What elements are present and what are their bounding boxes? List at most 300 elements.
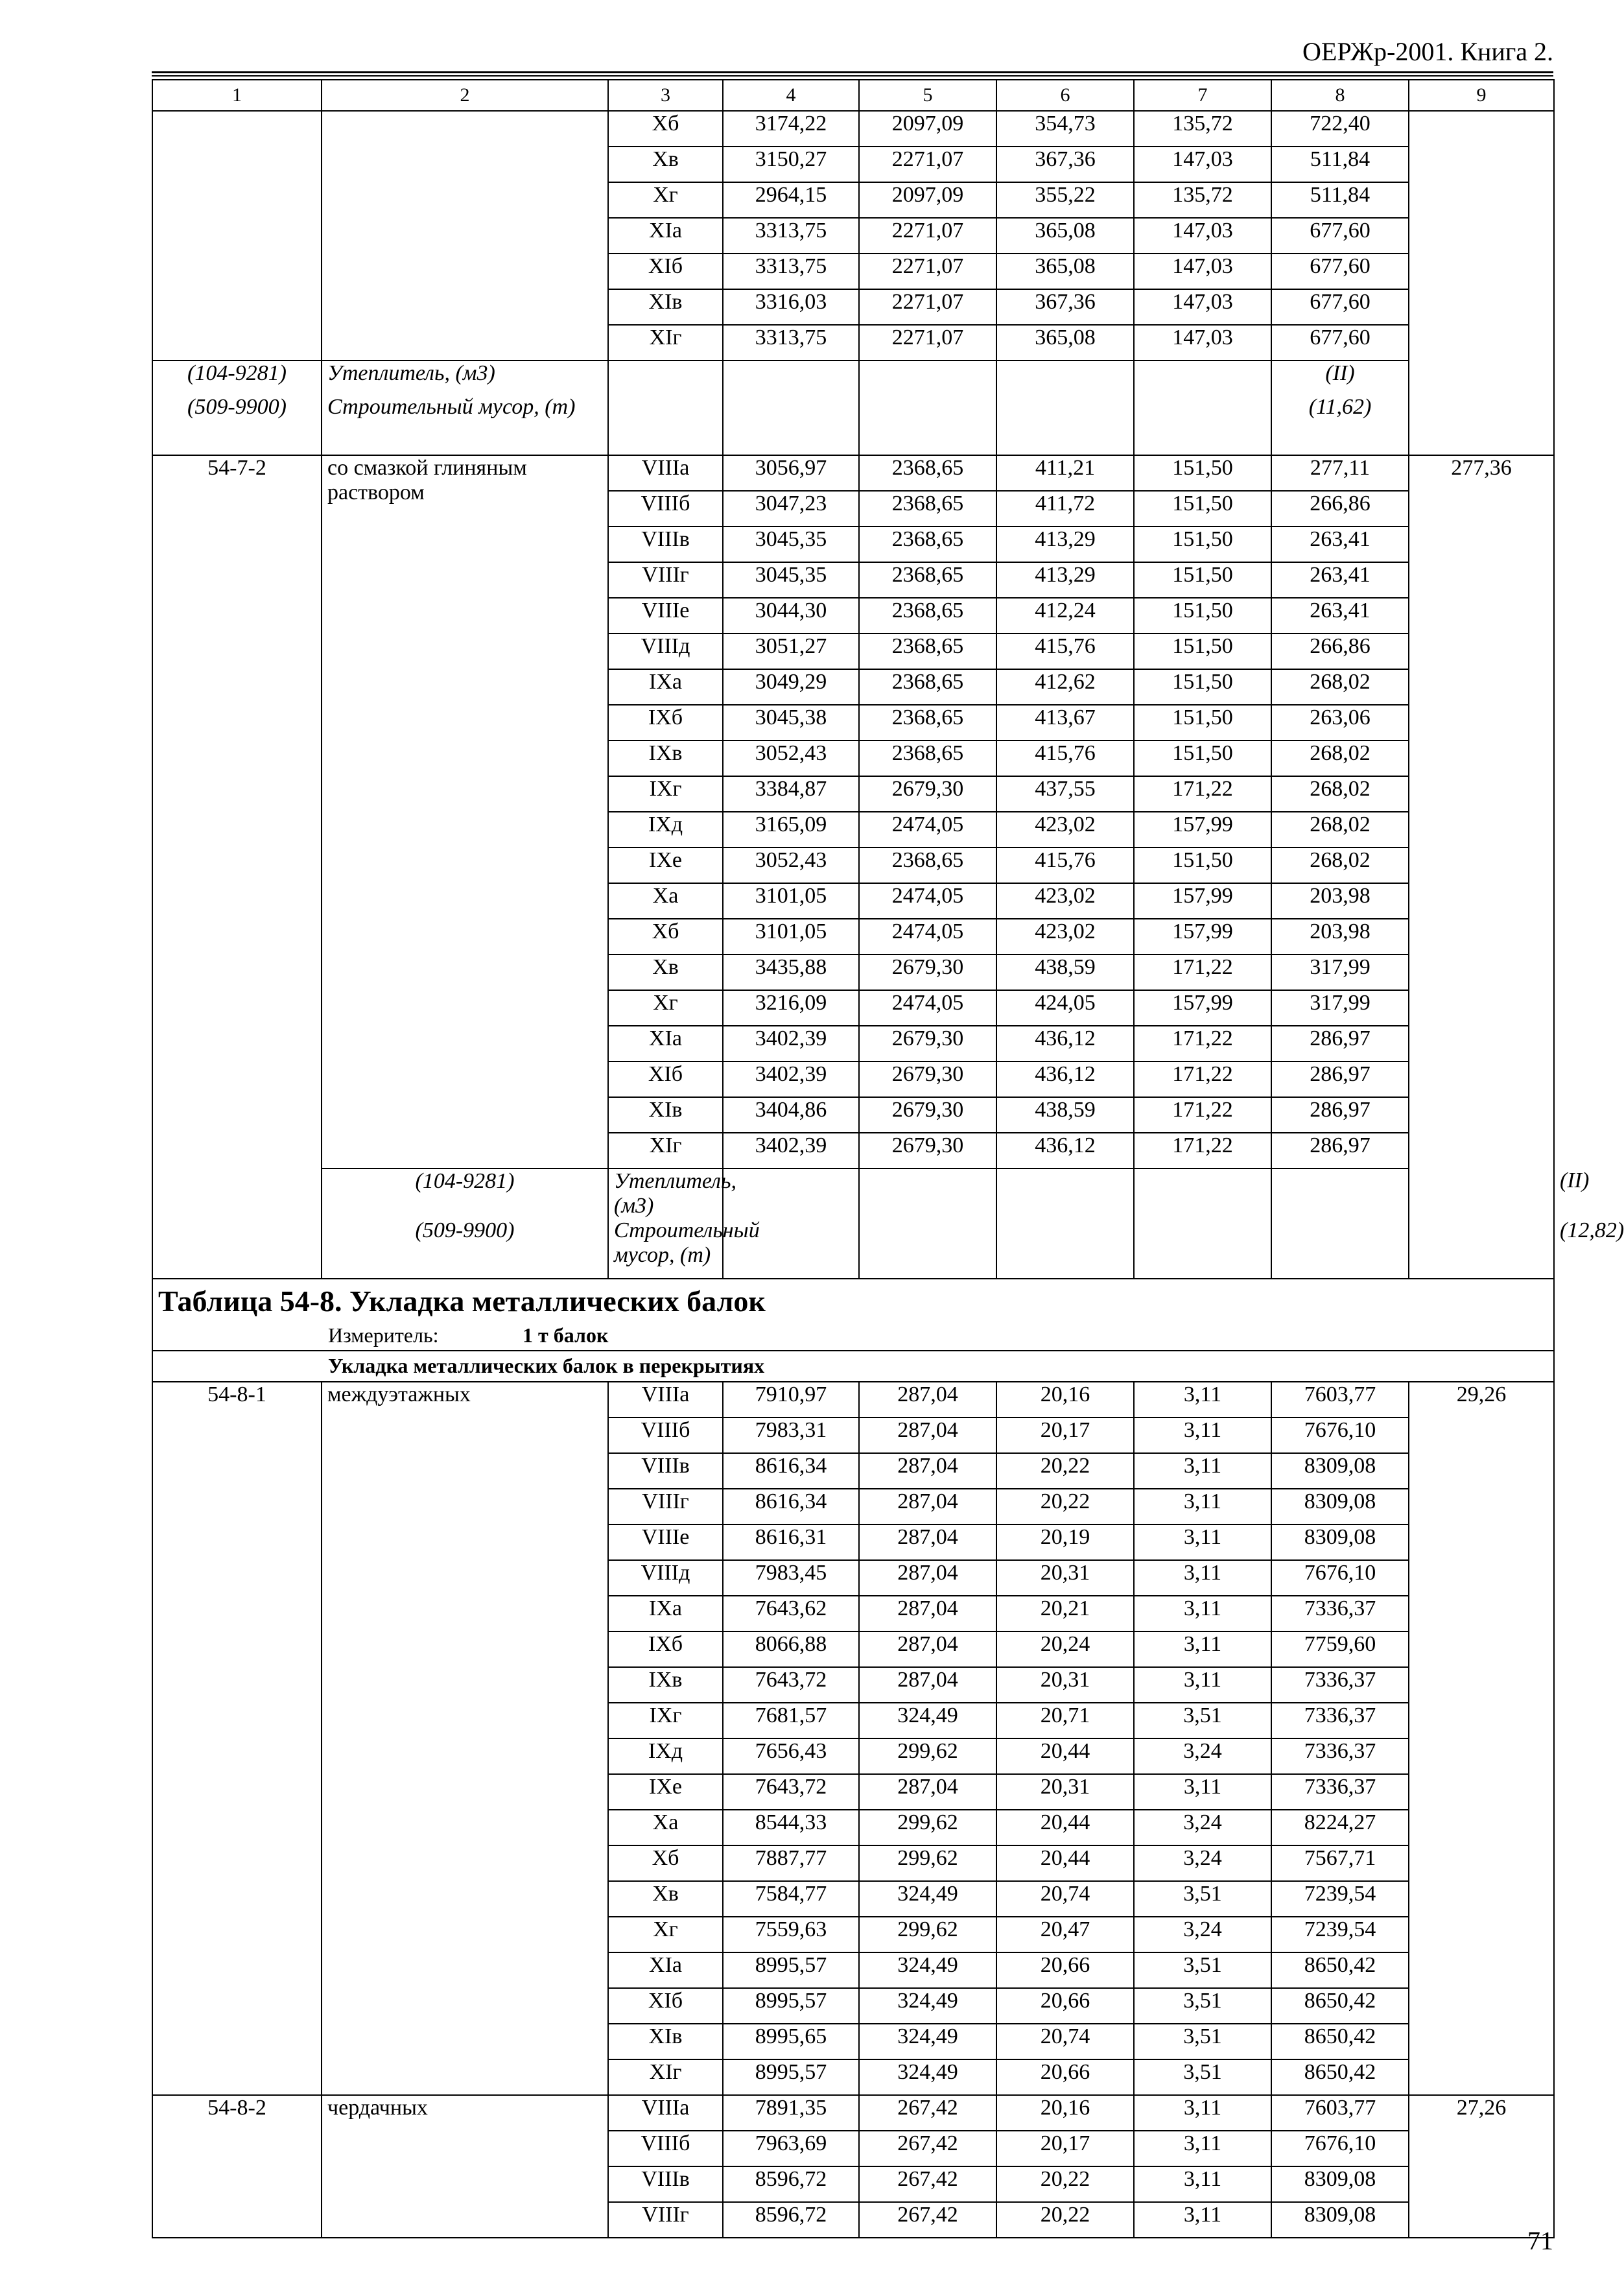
resource-row: (509-9900) Строительный мусор, (т) (12,82) <box>152 1218 1554 1279</box>
subsection-row <box>152 1351 1554 1382</box>
machinist-wages: 147,03 <box>1134 147 1271 182</box>
resource-value: (11,62) <box>1271 395 1409 455</box>
empty-cell <box>996 1218 1134 1279</box>
machinist-wages: 147,03 <box>1134 325 1271 361</box>
machine-cost: 20,47 <box>996 1917 1134 1952</box>
zone-code: IXa <box>608 669 723 705</box>
machine-cost: 365,08 <box>996 254 1134 289</box>
machine-cost: 412,62 <box>996 669 1134 705</box>
machinist-wages: 3,11 <box>1134 1631 1271 1667</box>
empty-cell <box>996 395 1134 455</box>
materials-cost: 8309,08 <box>1271 1524 1409 1560</box>
empty-cell <box>1134 1168 1271 1218</box>
machine-cost: 413,29 <box>996 527 1134 562</box>
materials-cost: 7336,37 <box>1271 1738 1409 1774</box>
page-number: 71 <box>1527 2226 1553 2255</box>
empty-cell <box>859 1168 996 1218</box>
header-rule-thin <box>152 75 1553 77</box>
machinist-wages: 135,72 <box>1134 111 1271 147</box>
zone-code: XIг <box>608 1133 723 1168</box>
machine-cost: 412,24 <box>996 598 1134 634</box>
machinist-wages: 147,03 <box>1134 218 1271 254</box>
wages: 299,62 <box>859 1810 996 1845</box>
machinist-wages: 171,22 <box>1134 1133 1271 1168</box>
total-cost: 8616,31 <box>723 1524 859 1560</box>
zone-code: XIa <box>608 1952 723 1988</box>
machinist-wages: 157,99 <box>1134 990 1271 1026</box>
machine-cost: 20,22 <box>996 2166 1134 2202</box>
wages: 287,04 <box>859 1596 996 1631</box>
machinist-wages: 147,03 <box>1134 289 1271 325</box>
wages: 2271,07 <box>859 289 996 325</box>
total-cost: 3047,23 <box>723 491 859 527</box>
zone-code: VIIIб <box>608 491 723 527</box>
total-cost: 3384,87 <box>723 776 859 812</box>
empty-cell <box>723 1168 859 1218</box>
materials-cost: 7336,37 <box>1271 1703 1409 1738</box>
wages: 2271,07 <box>859 147 996 182</box>
column-number: 1 <box>152 80 322 111</box>
total-cost: 7643,62 <box>723 1596 859 1631</box>
resource-code: (104-9281) <box>322 1168 608 1218</box>
machine-cost: 20,17 <box>996 2131 1134 2166</box>
column-number: 3 <box>608 80 723 111</box>
labor-hours: 277,36 <box>1409 455 1554 1279</box>
materials-cost: 677,60 <box>1271 289 1409 325</box>
materials-cost: 8650,42 <box>1271 1988 1409 2024</box>
total-cost: 8995,57 <box>723 1952 859 1988</box>
total-cost: 7584,77 <box>723 1881 859 1917</box>
machinist-wages: 3,51 <box>1134 1703 1271 1738</box>
total-cost: 7983,45 <box>723 1560 859 1596</box>
materials-cost: 7676,10 <box>1271 1560 1409 1596</box>
total-cost: 7887,77 <box>723 1845 859 1881</box>
wages: 299,62 <box>859 1917 996 1952</box>
wages: 267,42 <box>859 2131 996 2166</box>
materials-cost: 8224,27 <box>1271 1810 1409 1845</box>
total-cost: 3313,75 <box>723 218 859 254</box>
resource-name: Строительный мусор, (т) <box>322 395 608 455</box>
machine-cost: 424,05 <box>996 990 1134 1026</box>
wages: 299,62 <box>859 1738 996 1774</box>
materials-cost: 277,11 <box>1271 455 1409 491</box>
materials-cost: 286,97 <box>1271 1133 1409 1168</box>
zone-code: VIIIб <box>608 2131 723 2166</box>
total-cost: 3045,35 <box>723 527 859 562</box>
zone-code: Xг <box>608 990 723 1026</box>
machinist-wages: 3,11 <box>1134 2095 1271 2131</box>
table-row <box>152 111 1554 147</box>
empty-cell <box>1271 1168 1409 1218</box>
header-rule <box>152 71 1553 73</box>
total-cost: 8995,57 <box>723 1988 859 2024</box>
machinist-wages: 151,50 <box>1134 848 1271 883</box>
empty-cell <box>996 361 1134 395</box>
machinist-wages: 3,11 <box>1134 1453 1271 1489</box>
machinist-wages: 3,11 <box>1134 1489 1271 1524</box>
empty-cell <box>859 1218 996 1279</box>
machine-cost: 20,22 <box>996 2202 1134 2238</box>
section-header-cell <box>152 1279 1554 1351</box>
total-cost: 3316,03 <box>723 289 859 325</box>
machine-cost: 423,02 <box>996 919 1134 954</box>
column-number-row <box>152 80 1554 111</box>
zone-code: Xб <box>608 919 723 954</box>
column-number: 7 <box>1134 80 1271 111</box>
machine-cost: 438,59 <box>996 954 1134 990</box>
machine-cost: 20,44 <box>996 1845 1134 1881</box>
wages: 2097,09 <box>859 111 996 147</box>
machine-cost: 20,17 <box>996 1417 1134 1453</box>
empty-cell <box>1134 395 1271 455</box>
wages: 287,04 <box>859 1382 996 1417</box>
total-cost: 3101,05 <box>723 919 859 954</box>
total-cost: 8995,65 <box>723 2024 859 2059</box>
total-cost: 7656,43 <box>723 1738 859 1774</box>
machinist-wages: 151,50 <box>1134 455 1271 491</box>
machinist-wages: 3,11 <box>1134 1667 1271 1703</box>
materials-cost: 268,02 <box>1271 848 1409 883</box>
machine-cost: 20,71 <box>996 1703 1134 1738</box>
empty-cell <box>859 361 996 395</box>
zone-code: VIIIa <box>608 2095 723 2131</box>
zone-code: Xв <box>608 147 723 182</box>
total-cost: 3049,29 <box>723 669 859 705</box>
materials-cost: 511,84 <box>1271 182 1409 218</box>
total-cost: 3052,43 <box>723 848 859 883</box>
wages: 2368,65 <box>859 562 996 598</box>
wages: 287,04 <box>859 1560 996 1596</box>
empty-cell <box>1134 361 1271 395</box>
labor-hours: 29,26 <box>1409 1382 1554 2095</box>
materials-cost: 8309,08 <box>1271 1489 1409 1524</box>
materials-cost: 7603,77 <box>1271 2095 1409 2131</box>
zone-code: XIa <box>608 218 723 254</box>
total-cost: 3313,75 <box>723 254 859 289</box>
total-cost: 7681,57 <box>723 1703 859 1738</box>
total-cost: 8616,34 <box>723 1489 859 1524</box>
materials-cost: 722,40 <box>1271 111 1409 147</box>
machinist-wages: 171,22 <box>1134 776 1271 812</box>
column-number: 5 <box>859 80 996 111</box>
machine-cost: 20,16 <box>996 1382 1134 1417</box>
materials-cost: 7567,71 <box>1271 1845 1409 1881</box>
zone-code: VIIIв <box>608 2166 723 2202</box>
table-row <box>152 2095 1554 2131</box>
materials-cost: 203,98 <box>1271 883 1409 919</box>
materials-cost: 7239,54 <box>1271 1917 1409 1952</box>
materials-cost: 7336,37 <box>1271 1667 1409 1703</box>
total-cost: 3044,30 <box>723 598 859 634</box>
zone-code: XIб <box>608 254 723 289</box>
wages: 267,42 <box>859 2095 996 2131</box>
empty-cell <box>608 361 723 395</box>
column-number: 8 <box>1271 80 1409 111</box>
total-cost: 3052,43 <box>723 741 859 776</box>
rate-code: 54-7-2 <box>152 455 322 1279</box>
machinist-wages: 3,51 <box>1134 2024 1271 2059</box>
zone-code: Xб <box>608 1845 723 1881</box>
zone-code: IXa <box>608 1596 723 1631</box>
total-cost: 8066,88 <box>723 1631 859 1667</box>
zone-code: XIг <box>608 325 723 361</box>
materials-cost: 7603,77 <box>1271 1382 1409 1417</box>
machine-cost: 20,44 <box>996 1810 1134 1845</box>
machinist-wages: 3,24 <box>1134 1810 1271 1845</box>
zone-code: IXe <box>608 1774 723 1810</box>
wages: 324,49 <box>859 1988 996 2024</box>
zone-code: VIIIa <box>608 455 723 491</box>
machine-cost: 20,74 <box>996 1881 1134 1917</box>
total-cost: 3174,22 <box>723 111 859 147</box>
machinist-wages: 3,11 <box>1134 1417 1271 1453</box>
machine-cost: 423,02 <box>996 812 1134 848</box>
work-description: чердачных <box>322 2095 608 2238</box>
wages: 2368,65 <box>859 634 996 669</box>
rate-code: 54-8-1 <box>152 1382 322 2095</box>
machine-cost: 438,59 <box>996 1097 1134 1133</box>
table-section-header <box>152 1279 1554 1351</box>
machinist-wages: 3,24 <box>1134 1845 1271 1881</box>
work-description <box>322 111 608 361</box>
zone-code: VIIIe <box>608 598 723 634</box>
wages: 324,49 <box>859 2059 996 2095</box>
machinist-wages: 171,22 <box>1134 954 1271 990</box>
measure-unit: 1 т балок <box>523 1323 609 1347</box>
column-number: 4 <box>723 80 859 111</box>
zone-code: VIIIв <box>608 527 723 562</box>
machinist-wages: 151,50 <box>1134 634 1271 669</box>
zone-code: VIIIг <box>608 562 723 598</box>
materials-cost: 286,97 <box>1271 1097 1409 1133</box>
total-cost: 8596,72 <box>723 2166 859 2202</box>
total-cost: 3402,39 <box>723 1133 859 1168</box>
column-number: 9 <box>1409 80 1554 111</box>
machinist-wages: 151,50 <box>1134 527 1271 562</box>
machine-cost: 415,76 <box>996 634 1134 669</box>
table-title: Таблица 54-8. Укладка металлических балок <box>158 1285 766 1318</box>
machine-cost: 436,12 <box>996 1061 1134 1097</box>
wages: 267,42 <box>859 2202 996 2238</box>
wages: 2474,05 <box>859 812 996 848</box>
materials-cost: 7676,10 <box>1271 1417 1409 1453</box>
measure-label: Измеритель: <box>328 1323 439 1347</box>
total-cost: 7963,69 <box>723 2131 859 2166</box>
machine-cost: 20,21 <box>996 1596 1134 1631</box>
materials-cost: 511,84 <box>1271 147 1409 182</box>
total-cost: 8995,57 <box>723 2059 859 2095</box>
wages: 324,49 <box>859 1703 996 1738</box>
rates-table <box>152 79 1624 2238</box>
machinist-wages: 3,11 <box>1134 2166 1271 2202</box>
zone-code: VIIIa <box>608 1382 723 1417</box>
machine-cost: 411,21 <box>996 455 1134 491</box>
total-cost: 3101,05 <box>723 883 859 919</box>
wages: 324,49 <box>859 2024 996 2059</box>
machinist-wages: 3,11 <box>1134 1382 1271 1417</box>
machine-cost: 355,22 <box>996 182 1134 218</box>
materials-cost: 7676,10 <box>1271 2131 1409 2166</box>
total-cost: 7643,72 <box>723 1774 859 1810</box>
zone-code: Xг <box>608 182 723 218</box>
total-cost: 2964,15 <box>723 182 859 218</box>
zone-code: XIв <box>608 2024 723 2059</box>
resource-name: Утеплитель, (м3) <box>322 361 608 395</box>
machine-cost: 367,36 <box>996 289 1134 325</box>
materials-cost: 7336,37 <box>1271 1596 1409 1631</box>
machine-cost: 20,74 <box>996 2024 1134 2059</box>
total-cost: 7559,63 <box>723 1917 859 1952</box>
zone-code: IXд <box>608 1738 723 1774</box>
materials-cost: 266,86 <box>1271 491 1409 527</box>
machinist-wages: 157,99 <box>1134 812 1271 848</box>
materials-cost: 8650,42 <box>1271 2024 1409 2059</box>
materials-cost: 8650,42 <box>1271 2059 1409 2095</box>
total-cost: 3051,27 <box>723 634 859 669</box>
materials-cost: 317,99 <box>1271 990 1409 1026</box>
wages: 287,04 <box>859 1453 996 1489</box>
zone-code: IXв <box>608 1667 723 1703</box>
wages: 2368,65 <box>859 598 996 634</box>
zone-code: Xг <box>608 1917 723 1952</box>
zone-code: Xa <box>608 883 723 919</box>
wages: 2368,65 <box>859 527 996 562</box>
empty-cell <box>1134 1218 1271 1279</box>
machine-cost: 437,55 <box>996 776 1134 812</box>
materials-cost: 7336,37 <box>1271 1774 1409 1810</box>
zone-code: IXд <box>608 812 723 848</box>
machine-cost: 20,16 <box>996 2095 1134 2131</box>
resource-name: Строительный мусор, (т) <box>608 1218 723 1279</box>
rate-code <box>152 111 322 361</box>
zone-code: XIг <box>608 2059 723 2095</box>
machinist-wages: 151,50 <box>1134 562 1271 598</box>
machinist-wages: 3,11 <box>1134 1774 1271 1810</box>
machinist-wages: 157,99 <box>1134 919 1271 954</box>
materials-cost: 263,06 <box>1271 705 1409 741</box>
machine-cost: 20,66 <box>996 2059 1134 2095</box>
machine-cost: 423,02 <box>996 883 1134 919</box>
zone-code: Xa <box>608 1810 723 1845</box>
resource-value: (II) <box>1271 361 1409 395</box>
measure-line <box>158 1324 1548 1347</box>
zone-code: IXe <box>608 848 723 883</box>
table-row <box>152 455 1554 491</box>
zone-code: VIIIe <box>608 1524 723 1560</box>
total-cost: 8616,34 <box>723 1453 859 1489</box>
wages: 287,04 <box>859 1524 996 1560</box>
wages: 2474,05 <box>859 919 996 954</box>
wages: 2368,65 <box>859 491 996 527</box>
machinist-wages: 3,11 <box>1134 1596 1271 1631</box>
machine-cost: 436,12 <box>996 1026 1134 1061</box>
wages: 2474,05 <box>859 883 996 919</box>
zone-code: IXг <box>608 776 723 812</box>
wages: 2368,65 <box>859 705 996 741</box>
machine-cost: 415,76 <box>996 741 1134 776</box>
wages: 2368,65 <box>859 455 996 491</box>
machinist-wages: 3,11 <box>1134 1560 1271 1596</box>
resource-name: Утеплитель, (м3) <box>608 1168 723 1218</box>
materials-cost: 268,02 <box>1271 741 1409 776</box>
wages: 2679,30 <box>859 1061 996 1097</box>
machinist-wages: 3,24 <box>1134 1917 1271 1952</box>
wages: 267,42 <box>859 2166 996 2202</box>
total-cost: 7910,97 <box>723 1382 859 1417</box>
machinist-wages: 147,03 <box>1134 254 1271 289</box>
machinist-wages: 151,50 <box>1134 705 1271 741</box>
machine-cost: 20,31 <box>996 1774 1134 1810</box>
machine-cost: 411,72 <box>996 491 1134 527</box>
wages: 2271,07 <box>859 218 996 254</box>
wages: 324,49 <box>859 1881 996 1917</box>
machine-cost: 365,08 <box>996 325 1134 361</box>
wages: 287,04 <box>859 1774 996 1810</box>
machine-cost: 413,67 <box>996 705 1134 741</box>
machinist-wages: 135,72 <box>1134 182 1271 218</box>
materials-cost: 677,60 <box>1271 325 1409 361</box>
materials-cost: 268,02 <box>1271 812 1409 848</box>
zone-code: IXб <box>608 705 723 741</box>
machinist-wages: 3,11 <box>1134 2202 1271 2238</box>
zone-code: Xб <box>608 111 723 147</box>
wages: 2271,07 <box>859 254 996 289</box>
materials-cost: 8309,08 <box>1271 2202 1409 2238</box>
column-number: 2 <box>322 80 608 111</box>
wages: 287,04 <box>859 1417 996 1453</box>
total-cost: 7983,31 <box>723 1417 859 1453</box>
machine-cost: 367,36 <box>996 147 1134 182</box>
machinist-wages: 171,22 <box>1134 1097 1271 1133</box>
machinist-wages: 3,51 <box>1134 2059 1271 2095</box>
total-cost: 3045,38 <box>723 705 859 741</box>
materials-cost: 263,41 <box>1271 562 1409 598</box>
zone-code: VIIIг <box>608 2202 723 2238</box>
wages: 2368,65 <box>859 848 996 883</box>
zone-code: XIб <box>608 1061 723 1097</box>
machine-cost: 436,12 <box>996 1133 1134 1168</box>
total-cost: 8544,33 <box>723 1810 859 1845</box>
total-cost: 8596,72 <box>723 2202 859 2238</box>
total-cost: 3216,09 <box>723 990 859 1026</box>
materials-cost: 263,41 <box>1271 598 1409 634</box>
materials-cost: 317,99 <box>1271 954 1409 990</box>
zone-code: VIIIг <box>608 1489 723 1524</box>
machine-cost: 20,31 <box>996 1560 1134 1596</box>
wages: 2271,07 <box>859 325 996 361</box>
wages: 2679,30 <box>859 1097 996 1133</box>
zone-code: Xв <box>608 1881 723 1917</box>
total-cost: 3435,88 <box>723 954 859 990</box>
zone-code: XIб <box>608 1988 723 2024</box>
total-cost: 7643,72 <box>723 1667 859 1703</box>
empty-cell <box>723 361 859 395</box>
machinist-wages: 151,50 <box>1134 741 1271 776</box>
zone-code: IXв <box>608 741 723 776</box>
machine-cost: 354,73 <box>996 111 1134 147</box>
column-number: 6 <box>996 80 1134 111</box>
empty-cell <box>859 395 996 455</box>
zone-code: XIв <box>608 1097 723 1133</box>
machinist-wages: 3,11 <box>1134 1524 1271 1560</box>
work-description: междуэтажных <box>322 1382 608 2095</box>
resource-code: (509-9900) <box>152 395 322 455</box>
resource-row <box>152 361 1554 395</box>
machine-cost: 20,24 <box>996 1631 1134 1667</box>
materials-cost: 268,02 <box>1271 776 1409 812</box>
machine-cost: 20,22 <box>996 1489 1134 1524</box>
machine-cost: 20,31 <box>996 1667 1134 1703</box>
